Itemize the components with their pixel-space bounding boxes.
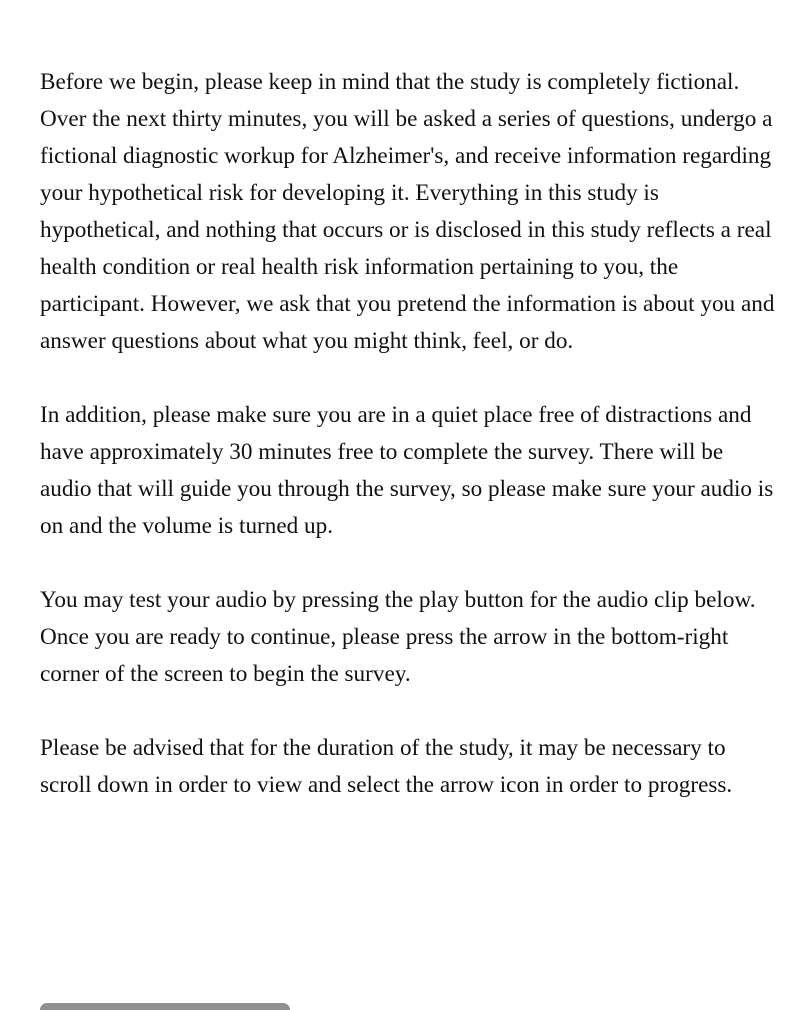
instructions-paragraph-2: In addition, please make sure you are in a quiet place free of distractions and have approximately 30 minutes free to complete the survey. There will be audio that will guide you through the survey, so please make sure your audio is on and the volume is turned up. [40, 402, 774, 539]
audio-player[interactable] [40, 1003, 290, 1010]
instructions-text [40, 64, 775, 841]
instructions-paragraph-4: Please be advised that for the duration of the study, it may be necessary to scroll down in order to view and select the arrow icon in order to progress. [40, 735, 733, 798]
instructions-paragraph-3: You may test your audio by pressing the play button for the audio clip below. Once you are ready to continue, please press the arrow in the bottom-right corner of the screen to begin the survey. [40, 587, 756, 687]
instructions-paragraph-1: Before we begin, please keep in mind that the study is completely fictional. Over the next thirty minutes, you will be asked a series of questions, undergo a fictional diagnostic workup for Alzheimer's, and receive information regarding your hypothetical risk for developing it. Everything in this study is hypothetical, and nothing that occurs or is disclosed in this study reflects a real health condition or real health risk information pertaining to you, the participant. However, we ask that you pretend the information is about you and answer questions about what you might think, feel, or do. [40, 69, 775, 354]
